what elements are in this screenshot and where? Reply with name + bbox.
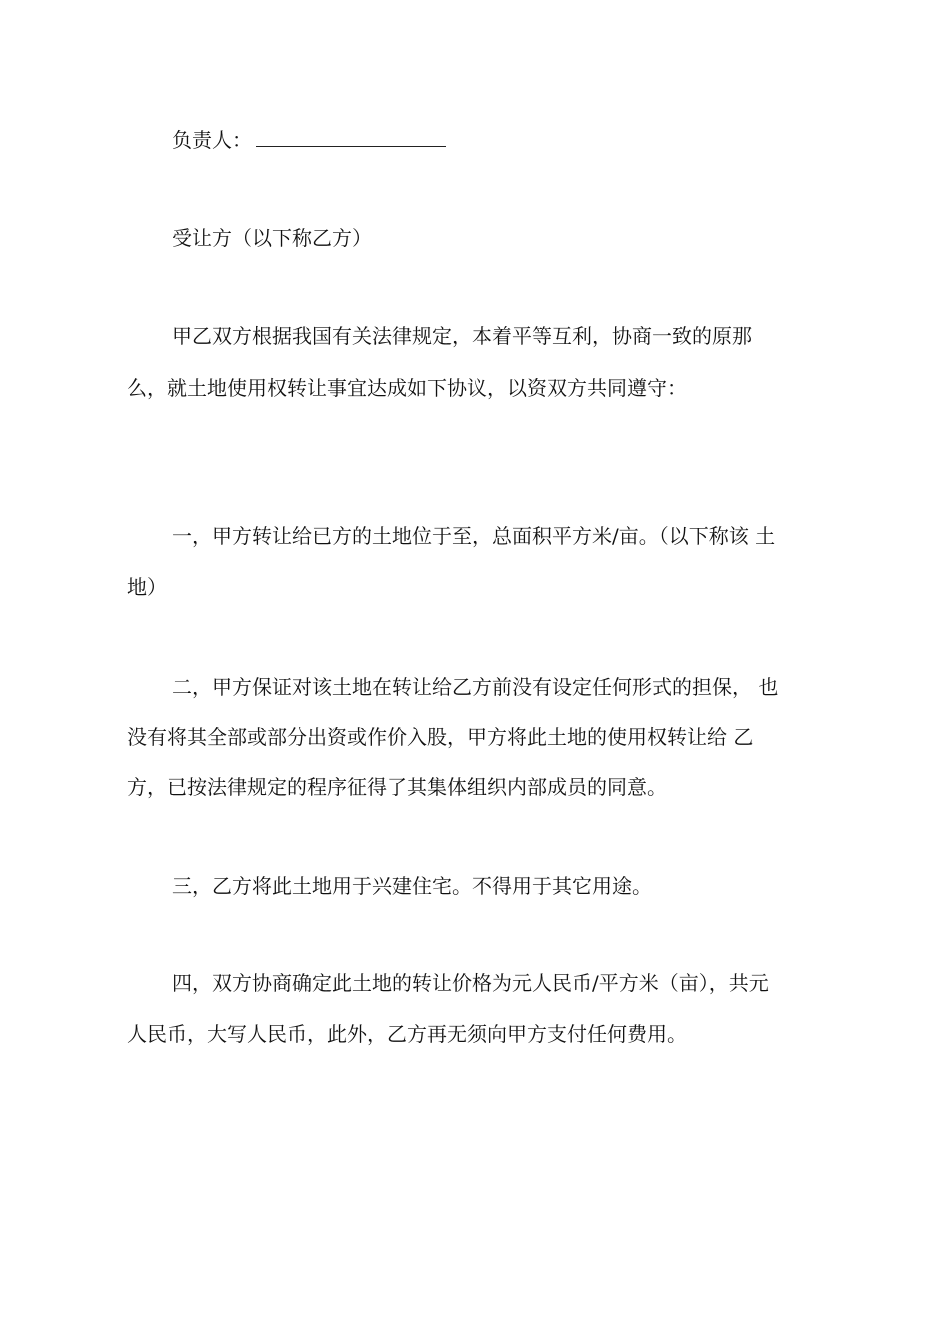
transferee-heading: 受让方（以下称乙方） <box>172 226 372 250</box>
clause-2-line3: 方，已按法律规定的程序征得了其集体组织内部成员的同意。 <box>127 775 667 799</box>
clause-4-line2: 人民币，大写人民币，此外，乙方再无须向甲方支付任何费用。 <box>127 1022 687 1046</box>
clause-1-line1: 一，甲方转让给已方的土地位于至，总面积平方米/亩。（以下称该 土 <box>172 524 776 548</box>
clause-3-line1: 三，乙方将此土地用于兴建住宅。不得用于其它用途。 <box>172 874 652 898</box>
intro-paragraph-line1: 甲乙双方根据我国有关法律规定，本着平等互利，协商一致的原那 <box>172 324 752 348</box>
clause-4-line1: 四，双方协商确定此土地的转让价格为元人民币/平方米（亩），共元 <box>172 971 769 995</box>
signature-blank <box>256 128 446 147</box>
clause-1-line2: 地） <box>127 575 167 599</box>
intro-paragraph-line2: 么，就土地使用权转让事宜达成如下协议，以资双方共同遵守： <box>127 376 687 400</box>
clause-2-line1: 二，甲方保证对该土地在转让给乙方前没有设定任何形式的担保， 也 <box>172 675 779 699</box>
responsible-label: 负责人： <box>172 128 252 152</box>
responsible-line <box>172 126 446 154</box>
clause-2-line2: 没有将其全部或部分出资或作价入股，甲方将此土地的使用权转让给 乙 <box>127 725 754 749</box>
